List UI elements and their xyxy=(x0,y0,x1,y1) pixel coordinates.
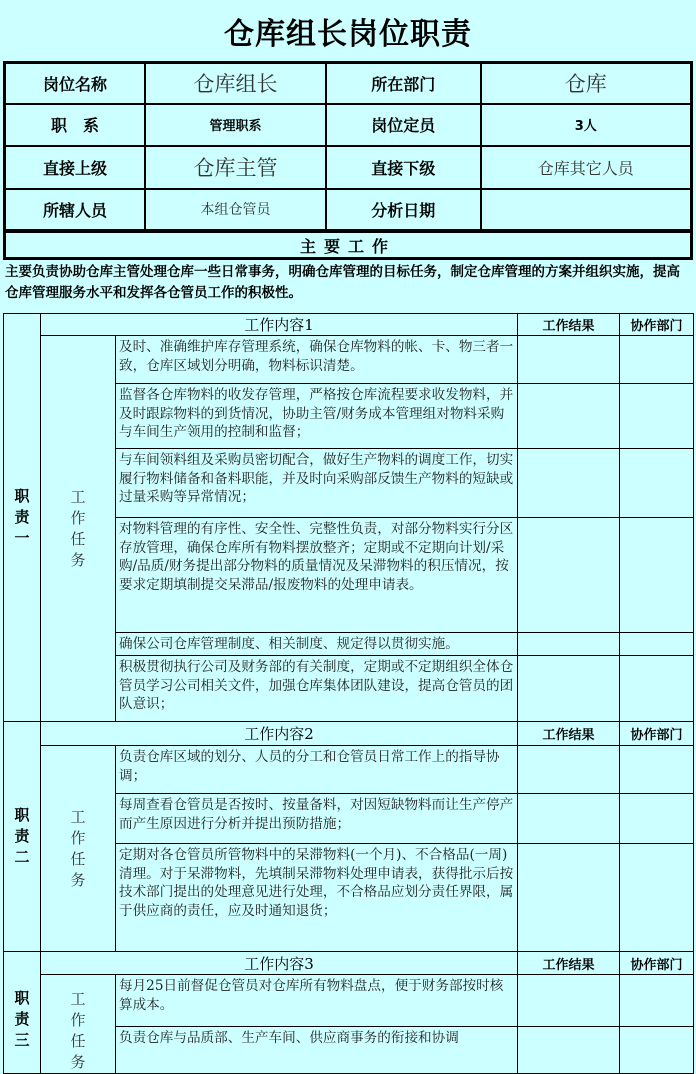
subordinate-label: 直接下级 xyxy=(326,146,481,189)
analysis-date-value xyxy=(481,189,692,231)
duty-category: 职责二 xyxy=(4,722,41,952)
work-content-title: 工作内容1 xyxy=(41,314,518,336)
staff-label: 所辖人员 xyxy=(5,189,146,231)
cooperation-column-header: 协作部门 xyxy=(620,722,694,746)
department-value: 仓库 xyxy=(481,63,692,104)
task-text: 负责仓库区域的划分、人员的分工和仓管员日常工作上的指导协调； xyxy=(116,746,518,794)
task-text: 积极贯彻执行公司及财务部的有关制度，定期或不定期组织全体仓管员学习公司相关文件，加强仓库集体团队建设，提高仓管员的团队意识； xyxy=(116,656,518,722)
series-label: 职 系 xyxy=(5,104,146,146)
task-text: 监督各仓库物料的收发存管理，严格按仓库流程要求收发物料，并及时跟踪物料的到货情况，协助主管/财务成本管理组对物料采购与车间生产领用的控制和监督； xyxy=(116,384,518,449)
cooperation-cell xyxy=(620,1026,694,1073)
superior-label: 直接上级 xyxy=(5,146,146,189)
department-label: 所在部门 xyxy=(326,63,481,104)
result-cell xyxy=(518,844,620,952)
duty-header-row xyxy=(4,314,694,336)
duties-table xyxy=(3,313,694,1074)
task-text: 每月25日前督促仓管员对仓库所有物料盘点，便于财务部按时核算成本。 xyxy=(116,975,518,1027)
result-column-header: 工作结果 xyxy=(518,952,620,975)
task-text: 确保公司仓库管理制度、相关制度、规定得以贯彻实施。 xyxy=(116,633,518,656)
cooperation-column-header: 协作部门 xyxy=(620,952,694,975)
result-cell xyxy=(518,384,620,449)
task-text: 每周查看仓管员是否按时、按量备料，对因短缺物料而让生产停产而产生原因进行分析并提出预防措施； xyxy=(116,794,518,844)
info-row xyxy=(5,146,692,189)
cooperation-cell xyxy=(620,794,694,844)
task-row xyxy=(4,336,694,384)
task-row xyxy=(4,975,694,1027)
result-cell xyxy=(518,975,620,1027)
duty-subcategory: 工作任务 xyxy=(41,975,116,1074)
result-cell xyxy=(518,746,620,794)
cooperation-cell xyxy=(620,518,694,633)
series-value: 管理职系 xyxy=(145,104,326,146)
superior-value: 仓库主管 xyxy=(145,146,326,189)
task-text: 定期对各仓管员所管物料中的呆滞物料(一个月)、不合格品(一周)清理。对于呆滞物料，先填制呆滞物料处理申请表，获得批示后按技术部门提出的处理意见进行处理，不合格品应划分责任界限，属于供应商的责任，应及时通知退货； xyxy=(116,844,518,952)
subordinate-value: 仓库其它人员 xyxy=(481,146,692,189)
result-column-header: 工作结果 xyxy=(518,722,620,746)
result-cell xyxy=(518,1026,620,1073)
staff-value: 本组仓管员 xyxy=(145,189,326,231)
headcount-value: 3人 xyxy=(481,104,692,146)
cooperation-cell xyxy=(620,844,694,952)
duty-header-row xyxy=(4,722,694,746)
task-text: 负责仓库与品质部、生产车间、供应商事务的衔接和协调 xyxy=(116,1026,518,1073)
result-cell xyxy=(518,518,620,633)
result-cell xyxy=(518,336,620,384)
duty-category: 职责一 xyxy=(4,314,41,722)
cooperation-cell xyxy=(620,633,694,656)
work-content-title: 工作内容2 xyxy=(41,722,518,746)
duty-subcategory: 工作任务 xyxy=(41,746,116,952)
result-cell xyxy=(518,633,620,656)
result-cell xyxy=(518,794,620,844)
info-row xyxy=(5,189,692,231)
task-row xyxy=(4,746,694,794)
duty-header-row xyxy=(4,952,694,975)
task-text: 及时、准确维护库存管理系统，确保仓库物料的帐、卡、物三者一致，仓库区域划分明确，物料标识清楚。 xyxy=(116,336,518,384)
main-work-heading: 主要工作 xyxy=(3,230,693,260)
task-text: 与车间领料组及采购员密切配合，做好生产物料的调度工作，切实履行物料储备和备料职能，并及时向采购部反馈生产物料的短缺或过量采购等异常情况； xyxy=(116,449,518,518)
duty-summary: 主要负责协助仓库主管处理仓库一些日常事务，明确仓库管理的目标任务，制定仓库管理的方案并组织实施，提高仓库管理服务水平和发挥各仓管员工作的积极性。 xyxy=(5,264,680,301)
duty-subcategory: 工作任务 xyxy=(41,336,116,722)
info-row xyxy=(5,104,692,146)
task-text: 对物料管理的有序性、安全性、完整性负责，对部分物料实行分区存放管理，确保仓库所有物料摆放整齐；定期或不定期向计划/采购/品质/财务提出部分物料的质量情况及呆滞物料的积压情况，按要求定期填制提交呆滞品/报废物料的处理申请表。 xyxy=(116,518,518,633)
analysis-date-label: 分析日期 xyxy=(326,189,481,231)
result-cell xyxy=(518,656,620,722)
info-row xyxy=(5,63,692,104)
cooperation-cell xyxy=(620,384,694,449)
duty-category: 职责三 xyxy=(4,952,41,1074)
cooperation-cell xyxy=(620,336,694,384)
work-content-title: 工作内容3 xyxy=(41,952,518,975)
cooperation-cell xyxy=(620,449,694,518)
position-info-table xyxy=(3,61,693,232)
result-cell xyxy=(518,449,620,518)
position-name-value: 仓库组长 xyxy=(145,63,326,104)
position-name-label: 岗位名称 xyxy=(5,63,146,104)
cooperation-cell xyxy=(620,975,694,1027)
cooperation-cell xyxy=(620,656,694,722)
cooperation-column-header: 协作部门 xyxy=(620,314,694,336)
page-title: 仓库组长岗位职责 xyxy=(224,17,472,52)
headcount-label: 岗位定员 xyxy=(326,104,481,146)
cooperation-cell xyxy=(620,746,694,794)
result-column-header: 工作结果 xyxy=(518,314,620,336)
